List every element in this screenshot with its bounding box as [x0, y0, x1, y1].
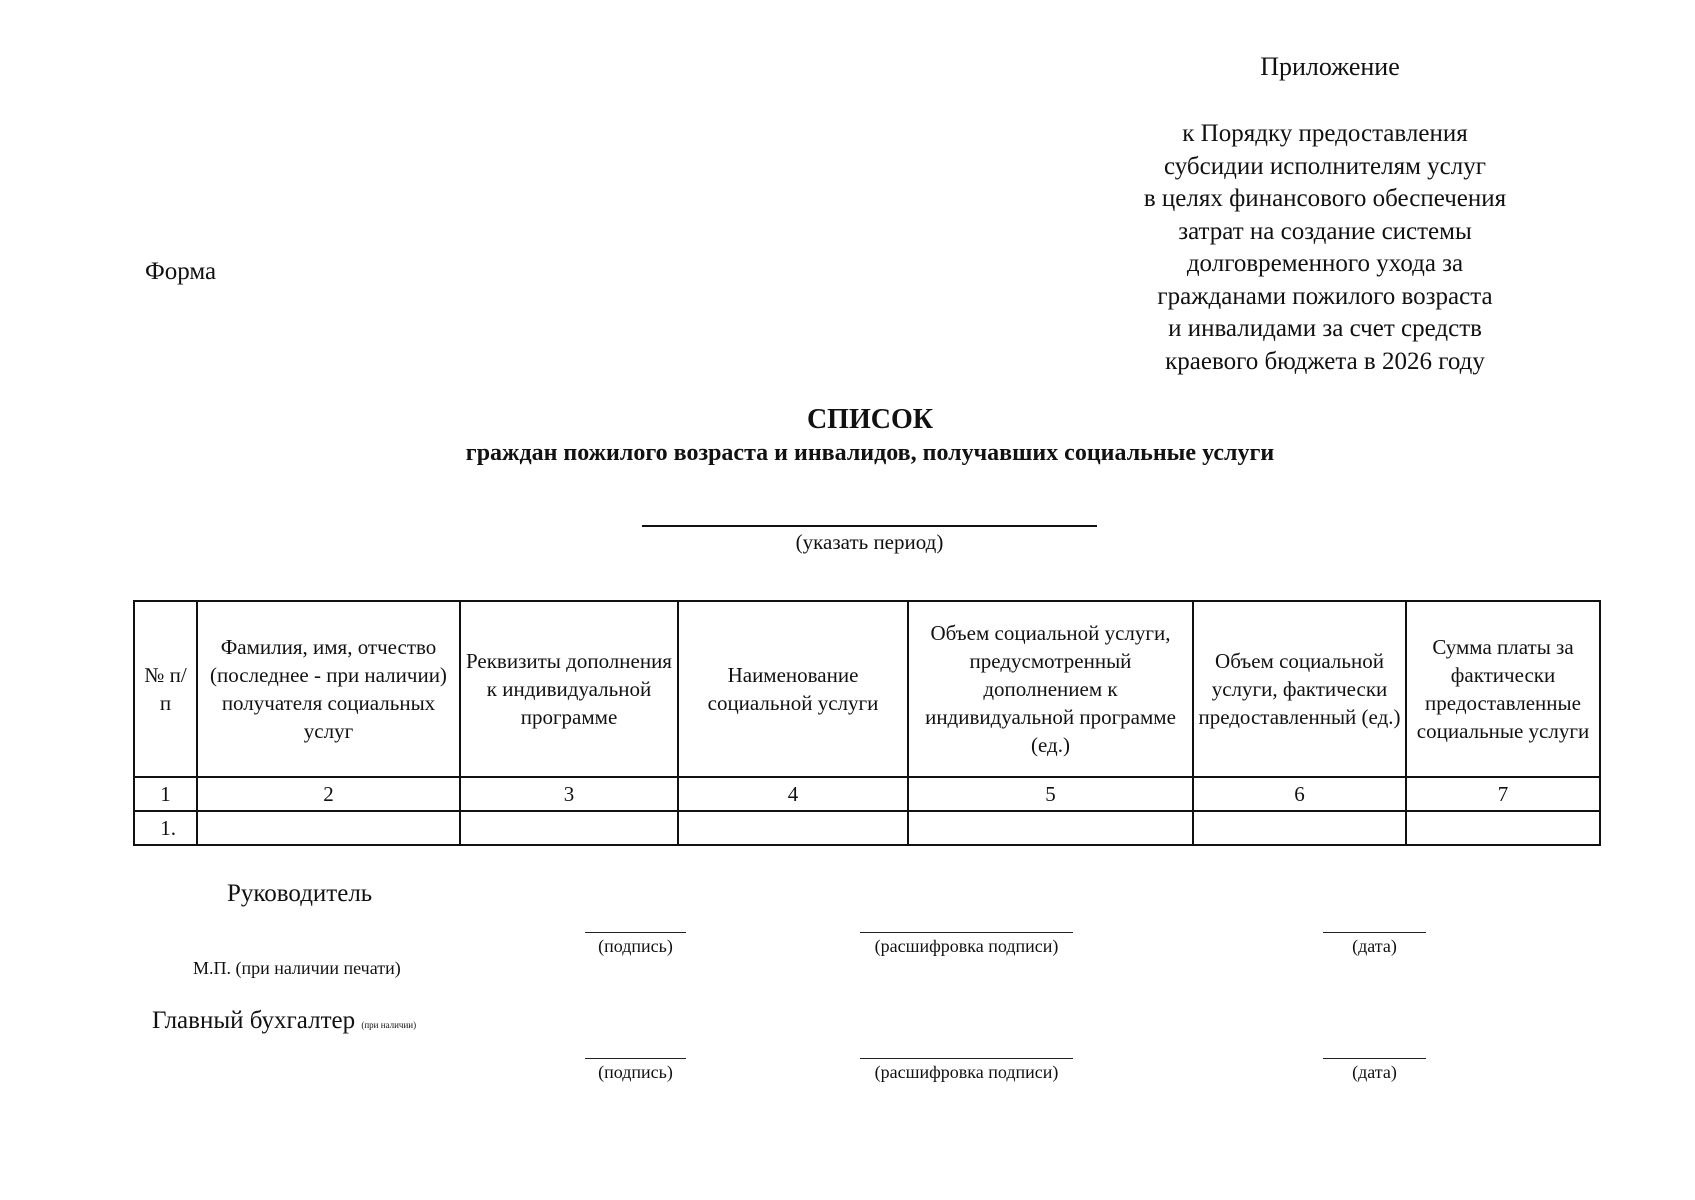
document-title: СПИСОК: [806, 404, 934, 435]
appendix-reference-line: и инвалидами за счет средств: [1168, 315, 1482, 342]
column-number: 5: [908, 777, 1193, 811]
recipients-table: [133, 600, 1601, 846]
header-number: № п/п: [134, 601, 197, 777]
column-number-row: [134, 777, 1600, 811]
accountant-signature-line[interactable]: [585, 1058, 686, 1059]
column-number: 7: [1406, 777, 1600, 811]
header-actual-volume: Объем социальной услуги, фактически предоставленный (ед.): [1193, 601, 1406, 777]
head-date-line[interactable]: [1323, 932, 1426, 933]
header-service-name: Наименование социальной услуги: [678, 601, 908, 777]
column-number: 3: [460, 777, 678, 811]
period-hint: (указать период): [795, 530, 944, 554]
header-program-details: Реквизиты дополнения к индивидуальной программе: [460, 601, 678, 777]
appendix-reference: [1080, 118, 1570, 378]
stamp-label: М.П. (при наличии печати): [193, 958, 401, 978]
period-fill-line[interactable]: [642, 525, 1097, 527]
form-label: Форма: [145, 258, 217, 285]
accountant-decryption-line[interactable]: [860, 1058, 1073, 1059]
chief-accountant-title: Главный бухгалтер: [152, 1007, 356, 1034]
row-number-cell: 1.: [134, 811, 197, 845]
column-number: 2: [197, 777, 460, 811]
accountant-signature-caption: (подпись): [598, 1062, 673, 1082]
appendix-reference-line: затрат на создание системы: [1178, 217, 1472, 245]
appendix-title: Приложение: [1260, 52, 1400, 81]
appendix-reference-line: долговременного ухода за: [1186, 250, 1464, 277]
table-header-row: [134, 601, 1600, 777]
appendix-reference-line: гражданами пожилого возраста: [1157, 282, 1493, 310]
accountant-date-caption: (дата): [1352, 1062, 1397, 1082]
head-decryption-line[interactable]: [860, 932, 1073, 933]
appendix-reference-line: субсидии исполнителям услуг: [1163, 152, 1486, 180]
program-details-cell[interactable]: [460, 811, 678, 845]
column-number: 4: [678, 777, 908, 811]
header-payment-sum: Сумма платы за фактически предоставленные социальные услуги: [1406, 601, 1600, 777]
head-signature-caption: (подпись): [598, 936, 673, 956]
column-number: 1: [134, 777, 197, 811]
chief-accountant-note: (при наличии): [361, 1020, 417, 1030]
appendix-reference-line: краевого бюджета в 2026 году: [1165, 347, 1485, 375]
accountant-decryption-caption: (расшифровка подписи): [874, 1062, 1059, 1082]
document-subtitle: граждан пожилого возраста и инвалидов, получавших социальные услуги: [465, 440, 1275, 466]
header-full-name: Фамилия, имя, отчество (последнее - при наличии) получателя социальных услуг: [197, 601, 460, 777]
actual-volume-cell[interactable]: [1193, 811, 1406, 845]
payment-sum-cell[interactable]: [1406, 811, 1600, 845]
head-decryption-caption: (расшифровка подписи): [874, 936, 1059, 956]
appendix-reference-line: к Порядку предоставления: [1182, 120, 1468, 147]
appendix-reference-line: в целях финансового обеспечения: [1143, 185, 1507, 212]
full-name-cell[interactable]: [197, 811, 460, 845]
head-signature-line[interactable]: [585, 932, 686, 933]
planned-volume-cell[interactable]: [908, 811, 1193, 845]
header-planned-volume: Объем социальной услуги, предусмотренный дополнением к индивидуальной программе (ед.): [908, 601, 1193, 777]
column-number: 6: [1193, 777, 1406, 811]
head-label: Руководитель: [227, 880, 373, 907]
table-row: [134, 811, 1600, 845]
accountant-date-line[interactable]: [1323, 1058, 1426, 1059]
chief-accountant-label: [152, 1007, 416, 1035]
service-name-cell[interactable]: [678, 811, 908, 845]
head-date-caption: (дата): [1352, 936, 1397, 956]
